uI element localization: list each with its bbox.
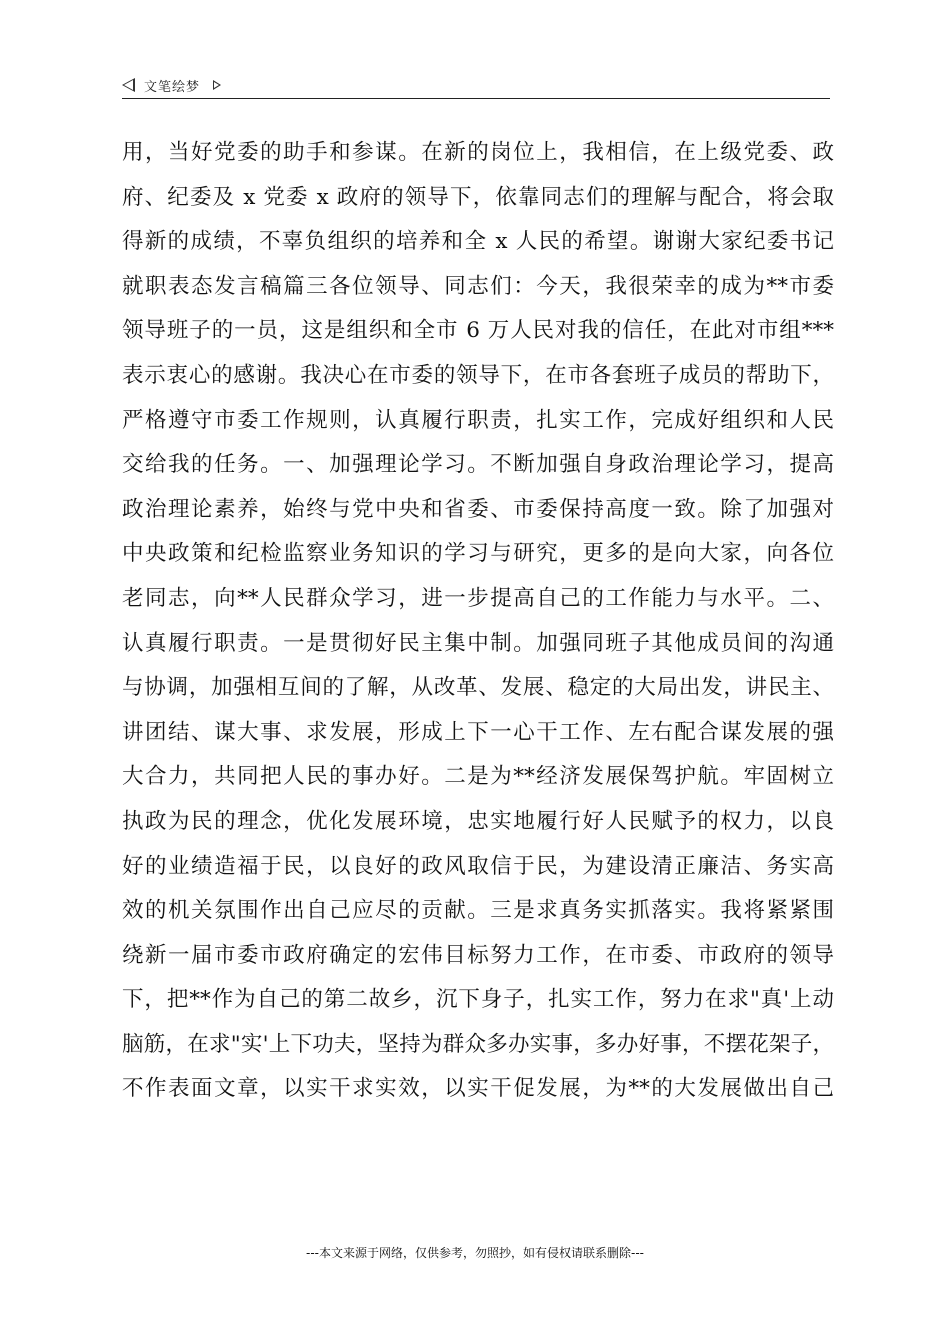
page-header (122, 72, 830, 99)
body-line: 严格遵守市委工作规则，认真履行职责，扎实工作，完成好组织和人民 (122, 407, 834, 433)
body-line: 好的业绩造福于民，以良好的政风取信于民，为建设清正廉洁、务实高 (122, 853, 834, 879)
body-line: 表示衷心的感谢。我决心在市委的领导下，在市各套班子成员的帮助下， (122, 362, 834, 388)
body-line: 政治理论素养，始终与党中央和省委、市委保持高度一致。除了加强对 (122, 496, 834, 522)
body-line: 交给我的任务。一、加强理论学习。不断加强自身政治理论学习，提高 (122, 452, 834, 478)
body-line: 领导班子的一员，这是组织和全市 6 万人民对我的信任，在此对市组*** (122, 318, 834, 344)
body-line: 绕新一届市委市政府确定的宏伟目标努力工作，在市委、市政府的领导 (122, 942, 834, 968)
triangle-right-icon (213, 80, 221, 90)
body-line: 府、纪委及 x 党委 x 政府的领导下，依靠同志们的理解与配合，将会取 (122, 184, 834, 210)
body-line: 用，当好党委的助手和参谋。在新的岗位上，我相信，在上级党委、政 (122, 140, 834, 165)
body-line: 得新的成绩，不辜负组织的培养和全 x 人民的希望。谢谢大家纪委书记 (122, 229, 834, 255)
body-line: 中央政策和纪检监察业务知识的学习与研究，更多的是向大家，向各位 (122, 541, 834, 567)
body-line: 执政为民的理念，优化发展环境，忠实地履行好人民赋予的权力，以良 (122, 808, 834, 834)
body-line: 就职表态发言稿篇三各位领导、同志们：今天，我很荣幸的成为**市委 (122, 273, 834, 299)
body-line: 脑筋，在求"实'上下功夫，坚持为群众多办实事，多办好事，不摆花架子， (122, 1031, 834, 1057)
body-line: 下，把**作为自己的第二故乡，沉下身子，扎实工作，努力在求"真'上动 (122, 987, 834, 1013)
body-line: 认真履行职责。一是贯彻好民主集中制。加强同班子其他成员间的沟通 (122, 630, 834, 656)
body-line: 与协调，加强相互间的了解，从改革、发展、稳定的大局出发，讲民主、 (122, 675, 834, 701)
body-line: 大合力，共同把人民的事办好。二是为**经济发展保驾护航。牢固树立 (122, 764, 834, 790)
body-line: 讲团结、谋大事、求发展，形成上下一心干工作、左右配合谋发展的强 (122, 719, 834, 745)
body-line: 效的机关氛围作出自己应尽的贡献。三是求真务实抓落实。我将紧紧围 (122, 898, 834, 924)
body-line: 老同志，向**人民群众学习，进一步提高自己的工作能力与水平。二、 (122, 585, 834, 611)
triangle-left-icon (122, 78, 135, 92)
header-brand: 文笔绘梦 (144, 80, 201, 95)
document-body (122, 131, 834, 1112)
footer-notice: ---本文来源于网络，仅供参考，勿照抄，如有侵权请联系删除--- (306, 1246, 644, 1260)
body-line: 不作表面文章，以实干求实效，以实干促发展，为**的大发展做出自己 (122, 1076, 834, 1102)
